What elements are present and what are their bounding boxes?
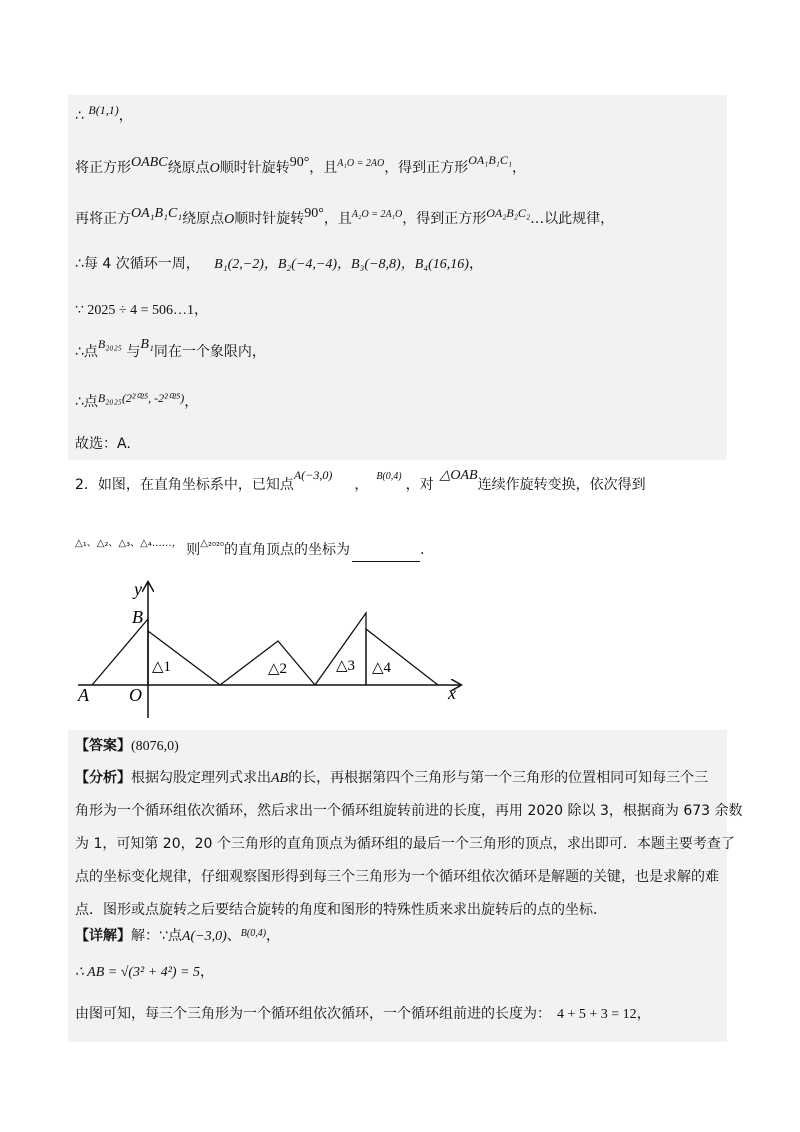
sol-line-4: ∴每 4 次循环一周， B₁(2,−2)，B₂(−4,−4)，B₃(−8,8)，B₄(16,16)，: [75, 256, 483, 272]
label-A: A: [78, 685, 89, 705]
analysis-line-5: 点．图形或点旋转之后要结合旋转的角度和图形的特殊性质来求出旋转后的点的坐标．: [75, 902, 607, 918]
analysis-line-3: 为 1，可知第 20，20 个三角形的直角顶点为循环组的最后一个三角形的顶点，求出即可．本题主要考查了: [75, 836, 735, 852]
tri-label-1: △1: [152, 659, 172, 675]
triangle-1: [148, 631, 220, 685]
analysis-line-4: 点的坐标变化规律，仔细观察图形得到每三个三角形为一个循环组依次循环是解题的关键，也是求解的难: [75, 869, 719, 885]
sol-line-8: 故选：A.: [75, 436, 131, 452]
label-B: B: [132, 607, 143, 627]
sol-line-7: ∴点B₂₀₂₅(2²⁰²⁵, -2²⁰²⁵)，: [75, 391, 199, 410]
sol-line-2: 将正方形OABC绕原点O顺时针旋转90°，且$^{A_1O = 2AO}$，得到正方形OA₁B₁C₁，: [75, 153, 527, 176]
triangle-4: [366, 629, 438, 685]
x-axis-label: x: [448, 683, 456, 703]
triangle-3: [315, 613, 366, 685]
detail-tag: 【详解】: [75, 928, 131, 944]
answer-tag: 【答案】: [75, 738, 131, 754]
detail-line-2: ∴ AB = √(3² + 4²) = 5，: [75, 964, 215, 980]
question-line-1: 2．如图，在直角坐标系中，已知点A(−3,0)，$^{B(0,4)}$，对△OAB连续作旋转变换，依次得到: [75, 468, 646, 493]
rotation-figure: [70, 575, 470, 725]
detail-line-3: 由图可知，每三个三角形为一个循环组依次循环，一个循环组前进的长度为： 4 + 5 + 3 = 12，: [75, 1006, 651, 1022]
analysis-tag: 【分析】: [75, 770, 131, 786]
tri-label-2: △2: [268, 661, 288, 677]
triangle-oab: [92, 619, 148, 685]
answer-value: (8076,0): [131, 739, 179, 754]
label-O: O: [129, 685, 142, 705]
answer-line: [75, 736, 179, 757]
analysis-line-1: 【分析】根据勾股定理列式求出AB的长，再根据第四个三角形与第一个三角形的位置相同可知每三个三: [75, 770, 709, 786]
answer-blank: [352, 547, 420, 562]
question-line-2: $^{\triangle_1、\triangle_2、\triangle_3、\triangle_4\dots\dots,}$ 则$^{\triangle_{2020}}$的直角顶点的坐标为 .: [75, 540, 424, 562]
y-axis-label: y: [134, 579, 142, 599]
sol-line-6: ∴点B₂₀₂₅ 与B₁同在一个象限内，: [75, 337, 266, 360]
detail-line-1: 【详解】解：∵点A(−3,0)、$^{B(0,4)}$，: [75, 928, 281, 944]
sol-line-3: 再将正方OA₁B₁C₁绕原点O顺时针旋转90°，且$^{A_2O = 2A_1O}$，得到正方形OA₂B₂C₂…以此规律，: [75, 206, 615, 227]
sol-line-1: ∴ B(1,1)，: [75, 103, 133, 124]
sol-line-5: ∵ 2025 ÷ 4 = 506…1，: [75, 302, 208, 318]
analysis-line-2: 角形为一个循环组依次循环，然后求出一个循环组旋转前进的长度，再用 2020 除以 3，根据商为 673 余数: [75, 803, 743, 819]
math-b-point: B(1,1): [88, 103, 119, 117]
tri-label-4: △4: [372, 660, 392, 676]
tri-label-3: △3: [336, 658, 356, 674]
